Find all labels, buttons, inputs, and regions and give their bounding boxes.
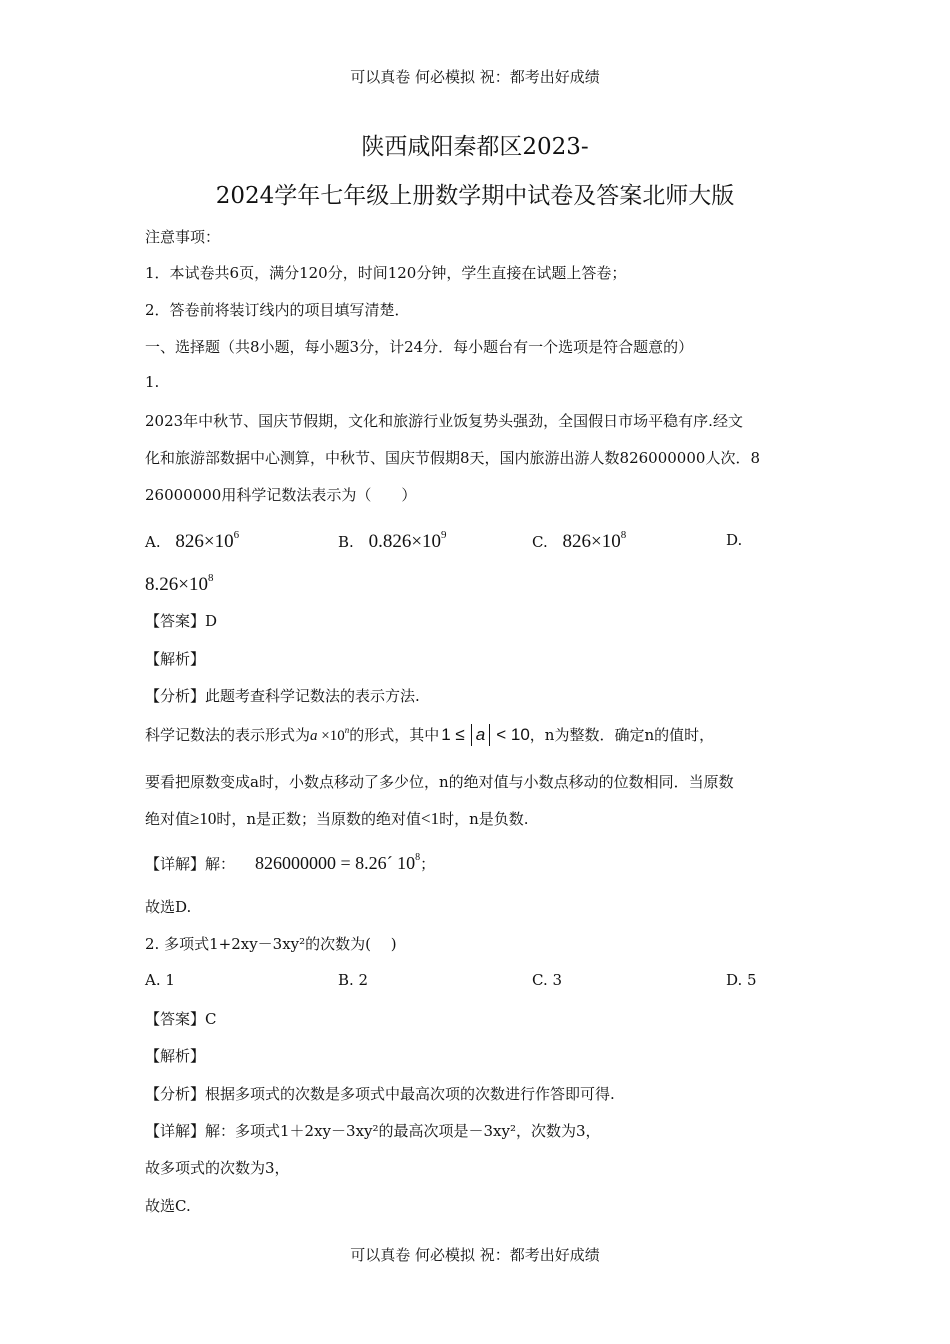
page-footer: 可以真卷 何必模拟 祝：都考出好成绩 (350, 1246, 600, 1264)
detail-label: 【详解】解： (145, 855, 236, 873)
question-1-stem-line-2: 化和旅游部数据中心测算，中秋节、国庆节假期8天，国内旅游出游人数826000000人次．8 (145, 449, 760, 467)
abs-value-a: a (471, 724, 490, 746)
section-heading: 一、选择题（共8小题，每小题3分，计24分．每小题台有一个选项是符合题意的） (145, 338, 694, 356)
option-c-exponent: 8 (620, 529, 627, 541)
title-line-2: 2024学年七年级上册数学期中试卷及答案北师大版 (215, 183, 735, 209)
q1-choose: 故选D. (145, 898, 192, 916)
q1-detail (145, 852, 435, 874)
detail-formula (255, 853, 420, 873)
title-line-1: 陕西咸阳秦都区2023- (361, 134, 589, 160)
option-a-expr (175, 531, 239, 552)
detail-exponent: 8 (415, 852, 421, 863)
lt-1: <1 (421, 809, 440, 828)
explain-text: 时，n是正数；当原数的绝对值 (216, 810, 422, 828)
option-a-exponent: 6 (233, 529, 240, 541)
formula-a-times-10n (310, 725, 350, 744)
option-c-base: 826×10 (562, 531, 621, 552)
note-2: 2．答卷前将装订线内的项目填写清楚． (145, 301, 410, 319)
note-1: 1．本试卷共6页，满分120分，时间120分钟，学生直接在试题上答卷； (145, 264, 627, 282)
option-c (532, 529, 626, 553)
question-2-stem: 2. 多项式1+2xy－3xy²的次数为( ) (145, 935, 397, 953)
q2-choose: 故选C. (145, 1197, 191, 1215)
q1-explain-line-3 (145, 808, 529, 829)
explain-text: 绝对值 (145, 810, 191, 828)
explain-text: 科学记数法的表示形式为 (145, 726, 311, 744)
notes-heading: 注意事项： (145, 228, 221, 246)
q2-answer: 【答案】C (145, 1010, 217, 1028)
option-d-exponent: 8 (207, 572, 214, 584)
q2-conclusion: 故多项式的次数为3， (145, 1159, 290, 1177)
ge-10: ≥10 (190, 809, 217, 828)
question-1-number: 1. (145, 373, 160, 391)
question-1-stem-line-1: 2023年中秋节、国庆节假期，文化和旅游行业饭复势头强劲，全国假日市场平稳有序.经文 (145, 412, 743, 430)
detail-expr: 826000000 = 8.26´ 10 (255, 853, 416, 873)
q1-analysis-head: 【分析】此题考查科学记数法的表示方法. (145, 687, 420, 705)
inequality-left: 1 ≤ (441, 725, 465, 744)
q1-answer: 【答案】D (145, 612, 218, 630)
option-c-expr (563, 531, 627, 552)
q2-analysis-tag: 【解析】 (145, 1047, 206, 1065)
q2-analysis-head: 【分析】根据多项式的次数是多项式中最高次项的次数进行作答即可得. (145, 1085, 615, 1103)
option-d-expr (145, 572, 213, 596)
option-c-label: C. (532, 533, 548, 551)
formula-times-10: ×10 (321, 728, 345, 744)
option-d-base: 8.26×10 (145, 574, 208, 595)
formula-a: a (310, 728, 318, 744)
option-d-label: D. (726, 531, 743, 549)
option-a (145, 529, 239, 553)
inequality-right: < 10 (496, 725, 530, 744)
option-a-label: A. (145, 533, 161, 551)
option-a-base: 826×10 (175, 531, 234, 552)
option-b-exponent: 9 (441, 529, 447, 541)
formula-n: n (344, 725, 350, 735)
option-b-label: B. (338, 533, 354, 551)
q2-option-d: D. 5 (726, 971, 757, 989)
page-header: 可以真卷 何必模拟 祝：都考出好成绩 (350, 68, 600, 86)
q2-detail: 【详解】解：多项式1＋2xy－3xy²的最高次项是－3xy²，次数为3， (145, 1122, 601, 1140)
q2-option-a: A. 1 (145, 971, 175, 989)
q2-option-b: B. 2 (338, 971, 369, 989)
q2-option-c: C. 3 (532, 971, 563, 989)
q1-explain-line-1 (145, 724, 714, 746)
q1-analysis-tag: 【解析】 (145, 650, 206, 668)
option-b-base: 0.826×10 (368, 531, 442, 552)
question-1-stem-line-3: 26000000用科学记数法表示为（ ） (145, 486, 417, 504)
detail-end: ； (420, 855, 436, 873)
option-b-expr (369, 531, 447, 552)
explain-text: 时，n是负数. (439, 810, 529, 828)
q1-explain-line-2: 要看把原数变成a时，小数点移动了多少位，n的绝对值与小数点移动的位数相同．当原数 (145, 773, 734, 791)
explain-text-post: ，n为整数．确定n的值时， (529, 726, 715, 744)
option-b (338, 529, 447, 553)
explain-text-mid: 的形式，其中 (349, 726, 440, 744)
